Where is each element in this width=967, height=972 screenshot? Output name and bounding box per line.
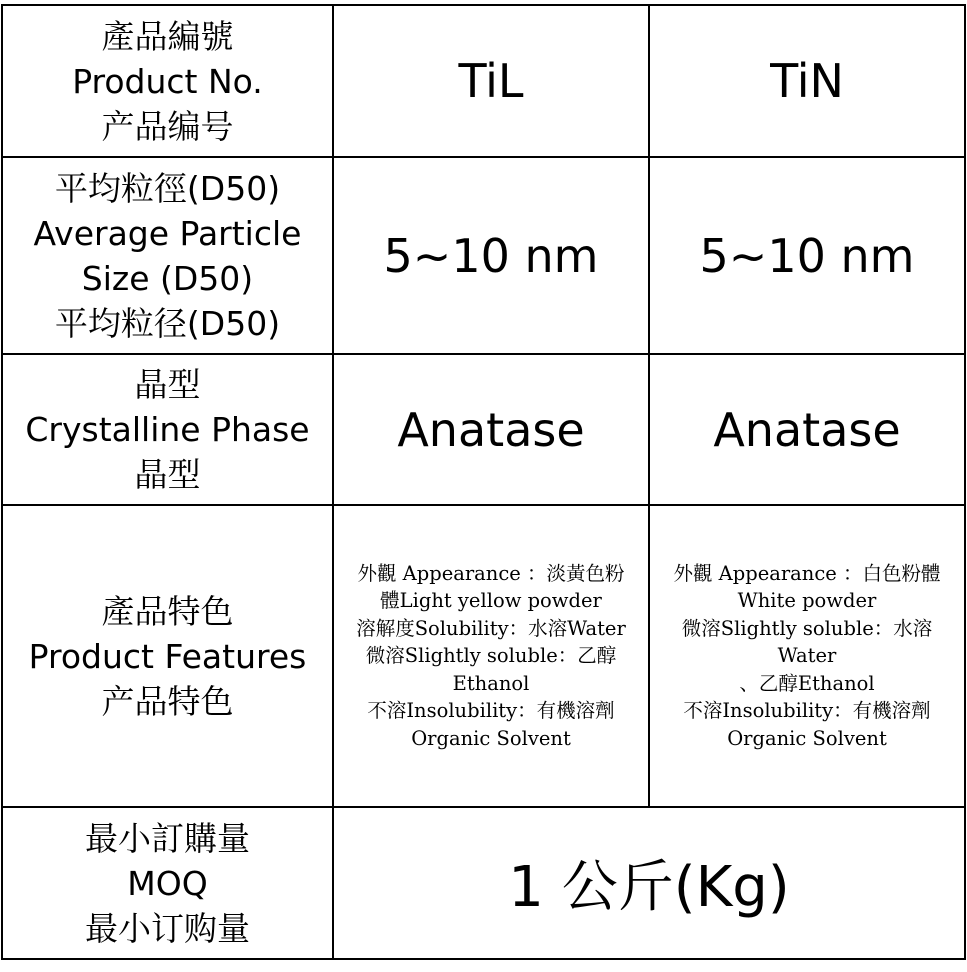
crystalline-phase-row <box>2 354 965 505</box>
crystalline-phase-label-zh-cn: 晶型 <box>134 455 201 494</box>
features-tin-cell <box>649 505 965 807</box>
moq-value: 1 公斤(Kg) <box>333 807 965 959</box>
features-til-line: 微溶Slightly soluble：乙醇 <box>365 644 617 668</box>
crystalline-phase-label-zh-tw: 晶型 <box>134 365 201 404</box>
moq-label-zh-cn: 最小订购量 <box>85 908 250 948</box>
features-row <box>2 505 965 807</box>
product-no-label-zh-cn: 产品编号 <box>101 106 234 146</box>
features-til-line: 不溶Insolubility：有機溶劑 <box>367 699 615 723</box>
particle-size-til: 5~10 nm <box>333 157 649 354</box>
moq-label-en: MOQ <box>127 863 208 903</box>
features-tin-line: 、乙醇Ethanol <box>739 671 875 695</box>
features-til-line: 體Light yellow powder <box>380 589 602 613</box>
moq-row <box>2 807 965 959</box>
product-no-label-en: Product No. <box>72 61 263 101</box>
crystalline-phase-til: Anatase <box>333 354 649 505</box>
features-til-line: Organic Solvent <box>411 726 571 750</box>
product-no-row <box>2 5 965 157</box>
features-label-en: Product Features <box>28 636 307 676</box>
particle-size-label-zh-cn: 平均粒径(D50) <box>54 303 281 343</box>
particle-size-label-zh-tw: 平均粒徑(D50) <box>54 168 281 208</box>
features-tin-line: 不溶Insolubility：有機溶劑 <box>683 699 931 723</box>
moq-label-zh-tw: 最小訂購量 <box>85 818 250 858</box>
moq-label-cell <box>2 807 333 959</box>
product-spec-table <box>1 4 966 960</box>
features-tin-line: Organic Solvent <box>727 726 887 750</box>
features-label-cell <box>2 505 333 807</box>
features-label-zh-cn: 产品特色 <box>101 681 234 721</box>
features-til-line: Ethanol <box>452 671 530 695</box>
features-tin-line: 微溶Slightly soluble：水溶 <box>681 616 933 640</box>
particle-size-tin: 5~10 nm <box>649 157 965 354</box>
particle-size-label-en-2: Size (D50) <box>81 258 254 298</box>
features-til-line: 溶解度Solubility：水溶Water <box>356 616 626 640</box>
features-til-line: 外觀 Appearance ：淡黃色粉 <box>357 561 625 585</box>
product-no-til: TiL <box>333 5 649 157</box>
features-tin-line: Water <box>777 644 837 668</box>
product-no-label-cell <box>2 5 333 157</box>
features-label-zh-tw: 產品特色 <box>101 591 234 631</box>
product-no-tin: TiN <box>649 5 965 157</box>
particle-size-row <box>2 157 965 354</box>
crystalline-phase-tin: Anatase <box>649 354 965 505</box>
crystalline-phase-label-cell <box>2 354 333 505</box>
particle-size-label-en-1: Average Particle <box>33 213 302 253</box>
features-tin-line: 外觀 Appearance ：白色粉體 <box>673 561 941 585</box>
features-til-cell <box>333 505 649 807</box>
particle-size-label-cell <box>2 157 333 354</box>
features-tin-line: White powder <box>737 589 877 613</box>
crystalline-phase-label-en: Crystalline Phase <box>25 410 310 449</box>
product-no-label-zh-tw: 產品編號 <box>101 16 234 56</box>
